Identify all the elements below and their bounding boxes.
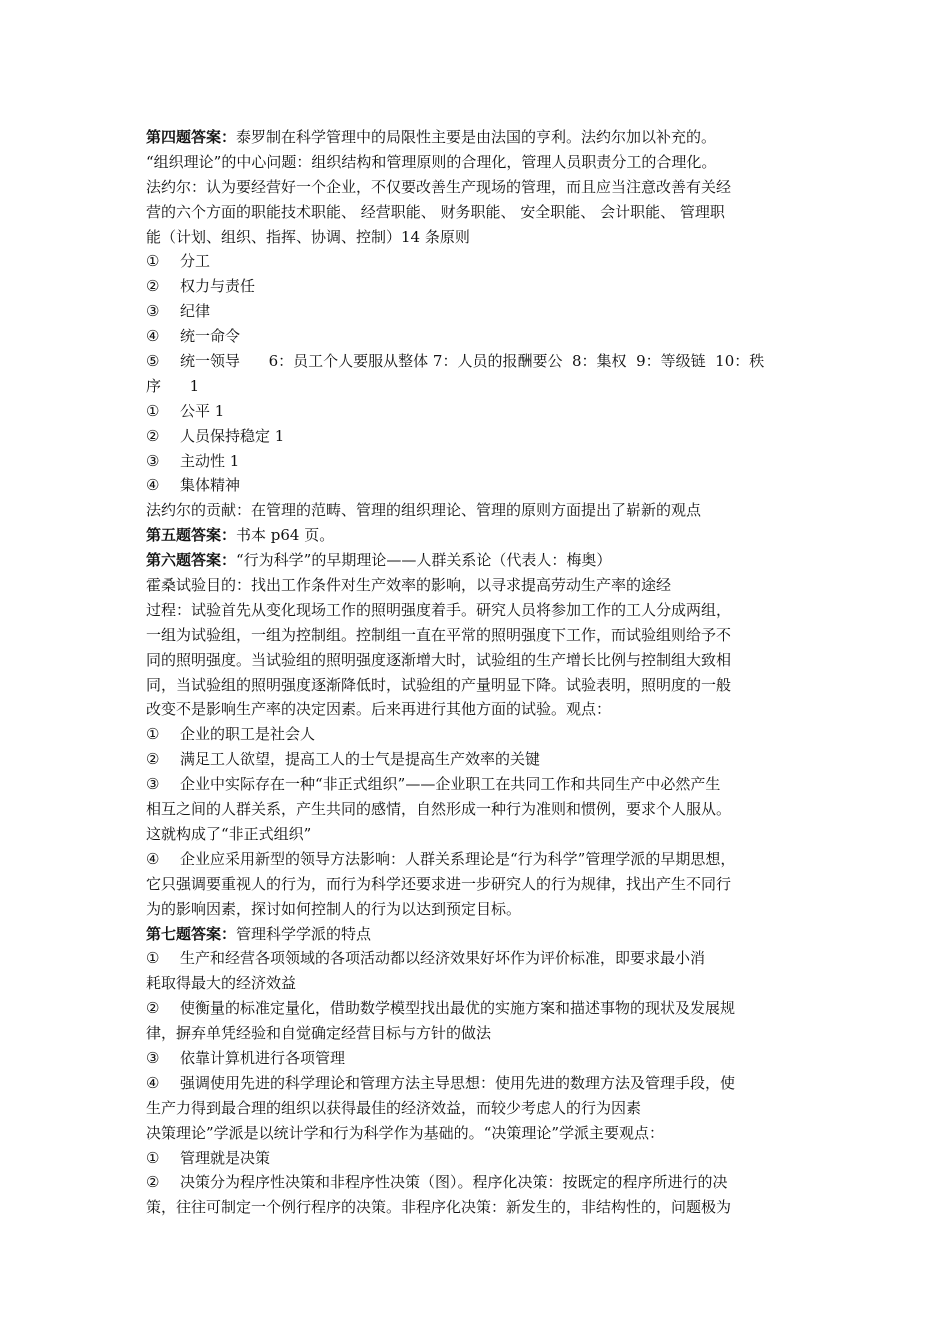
q7-intro-text: 管理科学学派的特点 [236,924,372,943]
list-item [146,1146,816,1171]
list-text: 生产和经营各项领域的各项活动都以经济效果好坏作为评价标准，即要求最小消 [180,949,706,968]
list-marker: ④ [146,1073,160,1092]
q6-line: 一组为试验组，一组为控制组。控制组一直在平常的照明强度下工作，而试验组则给予不 [146,625,732,644]
list-item [146,847,816,872]
list-marker: ② [146,277,160,296]
q5-line [146,523,816,548]
q6-line: 过程：试验首先从变化现场工作的照明强度着手。研究人员将参加工作的工人分成两组， [146,600,732,619]
q5-heading: 第五题答案： [146,526,237,545]
q4-line: 营的六个方面的职能技术职能、 经营职能、 财务职能、 安全职能、 会计职能、 管理职 [146,202,725,221]
document-body [146,125,816,1220]
q6-line: 同，当试验组的照明强度逐渐降低时，试验组的产量明显下降。试验表明，照明度的一般 [146,675,732,694]
list-item [146,399,816,424]
list-text: 满足工人欲望，提高工人的士气是提高生产效率的关键 [180,750,541,769]
list-marker: ① [146,401,160,420]
q6-line: 改变不是影响生产率的决定因素。后来再进行其他方面的试验。观点： [146,700,612,719]
list-marker: ③ [146,302,160,321]
list-item [146,1046,816,1071]
list-item [146,747,816,772]
list-text: 分工 [180,252,211,271]
q6-line: 这就构成了“非正式组织” [146,824,312,843]
list-item [146,449,816,474]
list-text: 使衡量的标准定量化，借助数学模型找出最优的实施方案和描述事物的现状及发展规 [180,999,736,1018]
q7-heading: 第七题答案： [146,924,237,943]
list-marker: ⑤ [146,352,160,371]
q7-intro-line [146,922,816,947]
q4-intro-text: 泰罗制在科学管理中的局限性主要是由法国的亨利。法约尔加以补充的。 [236,128,717,146]
list-text: 纪律 [180,302,211,321]
q4-heading: 第四题答案： [146,128,237,146]
q7-line: 决策理论”学派是以统计学和行为科学作为基础的。“决策理论”学派主要观点： [146,1123,665,1142]
list-marker: ④ [146,849,160,868]
list-text: 企业应采用新型的领导方法影响：人群关系理论是“行为科学”管理学派的早期思想， [180,849,736,868]
list-marker: ① [146,252,160,271]
list-marker: ② [146,750,160,769]
list-text: 主动性 1 [180,451,240,470]
list-marker: ④ [146,476,160,495]
list-item [146,1170,816,1195]
list-marker: ① [146,725,160,744]
list-text: 管理就是决策 [180,1148,271,1167]
list-text: 企业的职工是社会人 [180,725,316,744]
list-text: 统一领导 6：员工个人要服从整体 7：人员的报酬要公 8：集权 9：等级链 10：秩 [180,352,765,371]
q7-line: 策，往往可制定一个例行程序的决策。非程序化决策：新发生的，非结构性的，问题极为 [146,1198,732,1217]
list-item [146,722,816,747]
list-text: 强调使用先进的科学理论和管理方法主导思想：使用先进的数理方法及管理手段，使 [180,1073,736,1092]
q6-line: 为的影响因素，探讨如何控制人的行为以达到预定目标。 [146,899,522,918]
list-marker: ① [146,949,160,968]
list-text: 统一命令 [180,327,241,346]
q6-line: 它只强调要重视人的行为，而行为科学还要求进一步研究人的行为规律，找出产生不同行 [146,874,732,893]
list-item [146,424,816,449]
q4-line: “组织理论”的中心问题：组织结构和管理原则的合理化，管理人员职责分工的合理化。 [146,152,717,171]
list-marker: ③ [146,451,160,470]
list-item [146,349,816,374]
list-item [146,946,816,971]
q4-line: 法约尔的贡献：在管理的范畴、管理的组织理论、管理的原则方面提出了崭新的观点 [146,501,702,520]
list-marker: ③ [146,775,160,794]
list-marker: ③ [146,1048,160,1067]
list-marker: ① [146,1148,160,1167]
list-text: 权力与责任 [180,277,256,296]
list-marker: ② [146,999,160,1018]
list-item [146,1071,816,1096]
q7-line: 耗取得最大的经济效益 [146,974,297,993]
list-marker: ④ [146,327,160,346]
list-text: 集体精神 [180,476,241,495]
list-marker: ② [146,1173,160,1192]
list-text: 决策分为程序性决策和非程序性决策（图）。程序化决策：按既定的程序所进行的决 [180,1173,728,1192]
list-item [146,324,816,349]
q6-intro-line [146,548,816,573]
list-text: 人员保持稳定 1 [180,426,285,445]
list-item [146,249,816,274]
list-text: 企业中实际存在一种“非正式组织”——企业职工在共同工作和共同生产中必然产生 [180,775,721,794]
q6-line: 同的照明强度。当试验组的照明强度逐渐增大时，试验组的生产增长比例与控制组大致相 [146,650,732,669]
list-item [146,772,816,797]
q4-line: 能（计划、组织、指挥、协调、控制）14 条原则 [146,227,470,246]
list-item [146,274,816,299]
q7-line: 生产力得到最合理的组织以获得最佳的经济效益，而较少考虑人的行为因素 [146,1098,642,1117]
q4-line: 序 1 [146,376,200,395]
list-text: 依靠计算机进行各项管理 [180,1048,346,1067]
q4-line: 法约尔：认为要经营好一个企业，不仅要改善生产现场的管理，而且应当注意改善有关经 [146,177,732,196]
list-item [146,996,816,1021]
q4-intro-line [146,125,816,150]
q6-intro-text: “行为科学”的早期理论——人群关系论（代表人：梅奥） [236,551,612,570]
q5-text: 书本 p64 页。 [236,526,335,545]
list-item [146,473,816,498]
q6-line: 相互之间的人群关系，产生共同的感情，自然形成一种行为准则和惯例，要求个人服从。 [146,800,732,819]
list-item [146,299,816,324]
q6-heading: 第六题答案： [146,551,237,570]
q7-line: 律，摒弃单凭经验和自觉确定经营目标与方针的做法 [146,1024,492,1043]
list-text: 公平 1 [180,401,225,420]
list-marker: ② [146,426,160,445]
q6-line: 霍桑试验目的：找出工作条件对生产效率的影响，以寻求提高劳动生产率的途经 [146,576,672,595]
